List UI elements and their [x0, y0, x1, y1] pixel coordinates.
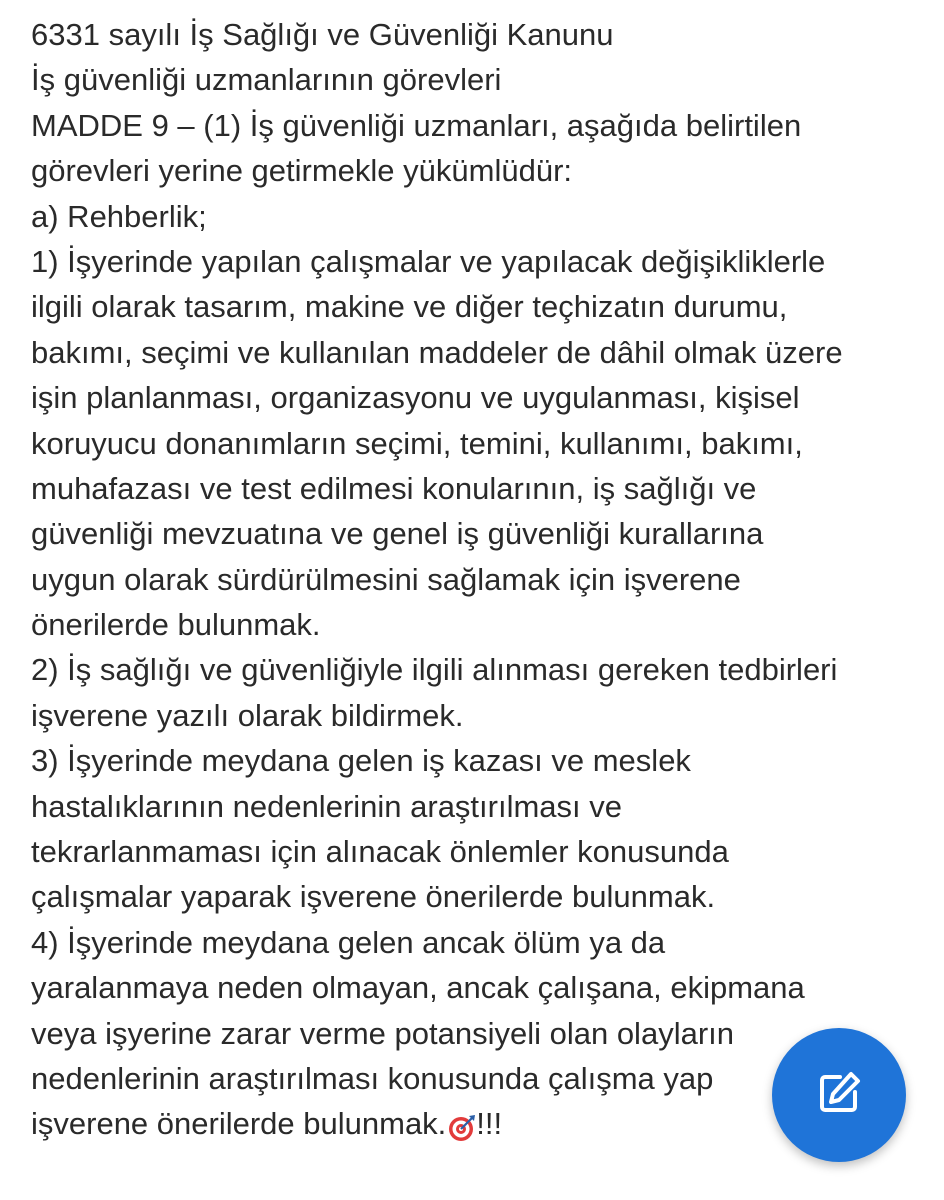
note-line: ilgili olarak tasarım, makine ve diğer teçhizatın durumu, — [31, 289, 788, 325]
note-line: uygun olarak sürdürülmesini sağlamak için işverene — [31, 561, 741, 597]
note-line: önerilerde bulunmak. — [31, 607, 321, 643]
note-line: veya işyerine zarar verme potansiyeli olan olayların — [31, 1015, 734, 1051]
note-line: MADDE 9 – (1) İş güvenliği uzmanları, aşağıda belirtilen — [31, 107, 802, 143]
note-line: 3) İşyerinde meydana gelen iş kazası ve meslek — [31, 743, 691, 779]
note-text — [31, 12, 931, 1147]
note-line: nedenlerinin araştırılması konusunda çalışma yap — [31, 1060, 714, 1096]
target-icon — [448, 1109, 476, 1137]
note-line: işin planlanması, organizasyonu ve uygulanması, kişisel — [31, 380, 800, 416]
note-line: görevleri yerine getirmekle yükümlüdür: — [31, 153, 573, 189]
note-line: 1) İşyerinde yapılan çalışmalar ve yapılacak değişikliklerle — [31, 243, 826, 279]
note-line: çalışmalar yaparak işverene önerilerde bulunmak. — [31, 879, 716, 915]
note-title-line: 6331 sayılı İş Sağlığı ve Güvenliği Kanunu — [31, 17, 614, 52]
note-line: 4) İşyerinde meydana gelen ancak ölüm ya da — [31, 924, 666, 960]
note-subtitle-line: İş güvenliği uzmanlarının görevleri — [31, 62, 502, 98]
note-line: tekrarlanmaması için alınacak önlemler konusunda — [31, 834, 729, 870]
exclamations: !!! — [476, 1106, 503, 1142]
note-line: işverene yazılı olarak bildirmek. — [31, 697, 464, 733]
note-line: yaralanmaya neden olmayan, ancak çalışana, ekipmana — [31, 970, 805, 1006]
edit-fab-button[interactable] — [772, 1028, 906, 1162]
note-line: bakımı, seçimi ve kullanılan maddeler de dâhil olmak üzere — [31, 334, 843, 370]
note-line: 2) İş sağlığı ve güvenliğiyle ilgili alınması gereken tedbirleri — [31, 652, 838, 688]
note-line: koruyucu donanımların seçimi, temini, kullanımı, bakımı, — [31, 425, 803, 461]
note-line-text: işverene önerilerde bulunmak. — [31, 1106, 447, 1142]
note-line: a) Rehberlik; — [31, 198, 207, 234]
note-line: güvenliği mevzuatına ve genel iş güvenliği kurallarına — [31, 516, 764, 552]
edit-icon — [814, 1068, 864, 1123]
note-line: muhafazası ve test edilmesi konularının, iş sağlığı ve — [31, 470, 757, 506]
note-line: hastalıklarının nedenlerinin araştırılması ve — [31, 788, 623, 824]
